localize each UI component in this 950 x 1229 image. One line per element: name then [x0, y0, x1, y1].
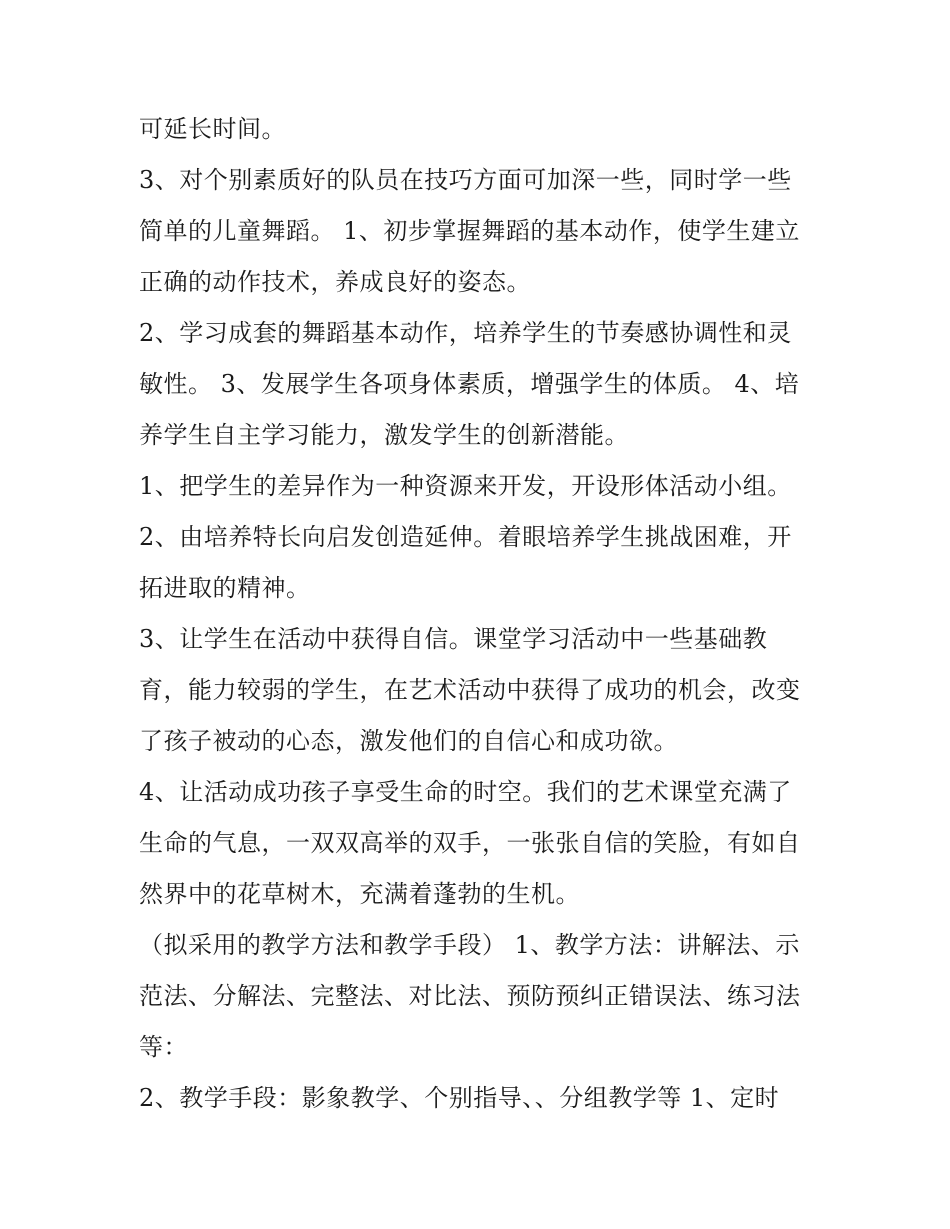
text-line: 生命的气息，一双双高举的双手，一张张自信的笑脸，有如自	[139, 829, 801, 857]
text-line: 育，能力较弱的学生，在艺术活动中获得了成功的机会，改变	[139, 676, 801, 704]
text-line: 可延长时间。	[139, 115, 286, 143]
text-line: 4、让活动成功孩子享受生命的时空。我们的艺术课堂充满了	[139, 778, 792, 806]
text-line: 养学生自主学习能力，激发学生的创新潜能。	[139, 421, 629, 449]
text-line: 范法、分解法、完整法、对比法、预防预纠正错误法、练习法	[139, 982, 801, 1010]
text-line: 3、让学生在活动中获得自信。课堂学习活动中一些基础教	[139, 625, 768, 653]
text-line: 敏性。 3、发展学生各项身体素质，增强学生的体质。 4、培	[139, 370, 800, 398]
body-text	[139, 108, 829, 1128]
text-line: （拟采用的教学方法和教学手段） 1、教学方法：讲解法、示	[139, 931, 800, 959]
text-line: 然界中的花草树木，充满着蓬勃的生机。	[139, 880, 580, 908]
text-line: 3、对个别素质好的队员在技巧方面可加深一些，同时学一些	[139, 166, 792, 194]
text-line: 正确的动作技术，养成良好的姿态。	[139, 268, 531, 296]
text-line: 等：	[139, 1033, 188, 1061]
text-line: 2、教学手段：影象教学、个别指导、、分组教学等 1、定时	[139, 1084, 780, 1112]
text-line: 简单的儿童舞蹈。 1、初步掌握舞蹈的基本动作，使学生建立	[139, 217, 800, 245]
text-line: 了孩子被动的心态，激发他们的自信心和成功欲。	[139, 727, 678, 755]
text-line: 1、把学生的差异作为一种资源来开发，开设形体活动小组。	[139, 472, 792, 500]
text-line: 拓进取的精神。	[139, 574, 311, 602]
text-line: 2、学习成套的舞蹈基本动作，培养学生的节奏感协调性和灵	[139, 319, 792, 347]
text-line: 2、由培养特长向启发创造延伸。着眼培养学生挑战困难，开	[139, 523, 792, 551]
